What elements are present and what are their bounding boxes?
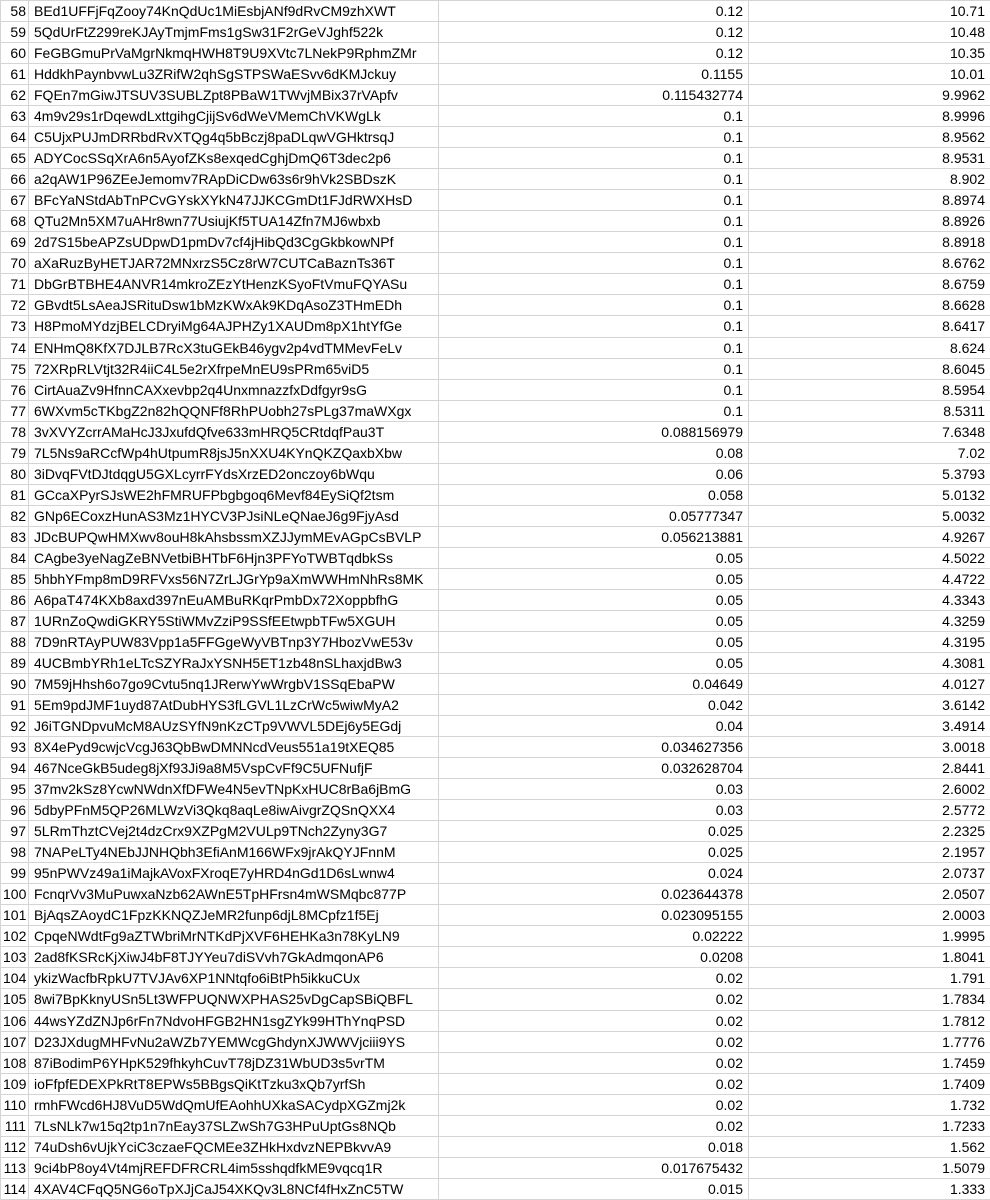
cell-id[interactable]: C5UjxPUJmDRRbdRvXTQg4q5bBczj8paDLqwVGHktrsqJ <box>29 127 439 148</box>
cell-id[interactable]: 8X4ePyd9cwjcVcgJ63QbBwDMNNcdVeus551a19tXEQ85 <box>29 737 439 758</box>
cell-score[interactable]: 7.02 <box>749 442 990 463</box>
cell-id[interactable]: 5dbyPFnM5QP26MLWzVi3Qkq8aqLe8iwAivgrZQSnQXX4 <box>29 800 439 821</box>
row-header[interactable]: 88 <box>1 631 29 652</box>
cell-id[interactable]: 6WXvm5cTKbgZ2n82hQQNFf8RhPUobh27sPLg37maWXgx <box>29 400 439 421</box>
table-row <box>1 379 990 400</box>
table-row <box>1 1010 990 1031</box>
table-row <box>1 716 990 737</box>
cell-value[interactable]: 0.1 <box>439 190 749 211</box>
cell-score[interactable]: 8.8918 <box>749 232 990 253</box>
cell-score[interactable]: 8.5311 <box>749 400 990 421</box>
cell-id[interactable]: 72XRpRLVtjt32R4iiC4L5e2rXfrpeMnEU9sPRm65viD5 <box>29 358 439 379</box>
table-row <box>1 85 990 106</box>
table-row <box>1 232 990 253</box>
cell-score[interactable]: 1.7409 <box>749 1073 990 1094</box>
cell-value[interactable]: 0.025 <box>439 821 749 842</box>
table-row <box>1 190 990 211</box>
table-row <box>1 316 990 337</box>
cell-id[interactable]: 44wsYZdZNJp6rFn7NdvoHFGB2HN1sgZYk99HThYnqPSD <box>29 1010 439 1031</box>
row-header[interactable]: 108 <box>1 1052 29 1073</box>
row-header[interactable]: 86 <box>1 589 29 610</box>
table-row <box>1 652 990 673</box>
table-row <box>1 842 990 863</box>
cell-score[interactable]: 2.8441 <box>749 758 990 779</box>
row-header[interactable]: 72 <box>1 295 29 316</box>
spreadsheet-body <box>1 1 990 1200</box>
table-row <box>1 421 990 442</box>
cell-score[interactable]: 8.9531 <box>749 148 990 169</box>
row-header[interactable]: 66 <box>1 169 29 190</box>
cell-score[interactable]: 8.9562 <box>749 127 990 148</box>
row-header[interactable]: 79 <box>1 442 29 463</box>
cell-value[interactable]: 0.05 <box>439 589 749 610</box>
cell-score[interactable]: 8.6045 <box>749 358 990 379</box>
cell-value[interactable]: 0.088156979 <box>439 421 749 442</box>
cell-score[interactable]: 3.4914 <box>749 716 990 737</box>
table-row <box>1 505 990 526</box>
row-header[interactable]: 109 <box>1 1073 29 1094</box>
table-row <box>1 779 990 800</box>
cell-value[interactable]: 0.05 <box>439 610 749 631</box>
cell-value[interactable]: 0.015 <box>439 1178 749 1199</box>
cell-value[interactable]: 0.1 <box>439 127 749 148</box>
cell-value[interactable]: 0.02 <box>439 1052 749 1073</box>
cell-id[interactable]: 2ad8fKSRcKjXiwJ4bF8TJYYeu7diSVvh7GkAdmqonAP6 <box>29 947 439 968</box>
cell-value[interactable]: 0.1 <box>439 106 749 127</box>
table-row <box>1 884 990 905</box>
cell-id[interactable]: 74uDsh6vUjkYciC3czaeFQCMEe3ZHkHxdvzNEPBkvvA9 <box>29 1136 439 1157</box>
cell-value[interactable]: 0.1 <box>439 211 749 232</box>
cell-score[interactable]: 4.9267 <box>749 526 990 547</box>
cell-score[interactable]: 7.6348 <box>749 421 990 442</box>
cell-value[interactable]: 0.017675432 <box>439 1157 749 1178</box>
row-header[interactable]: 94 <box>1 758 29 779</box>
cell-id[interactable]: HddkhPaynbvwLu3ZRifW2qhSgSTPSWaESvv6dKMJckuy <box>29 64 439 85</box>
cell-id[interactable]: 4m9v29s1rDqewdLxttgihgCjijSv6dWeVMemChVKWgLk <box>29 106 439 127</box>
cell-value[interactable]: 0.1 <box>439 337 749 358</box>
cell-id[interactable]: CAgbe3yeNagZeBNVetbiBHTbF6Hjn3PFYoTWBTqdbkSs <box>29 547 439 568</box>
table-row <box>1 589 990 610</box>
row-header[interactable]: 78 <box>1 421 29 442</box>
cell-id[interactable]: 5Em9pdJMF1uyd87AtDubHYS3fLGVL1LzCrWc5wiwMyA2 <box>29 695 439 716</box>
row-header[interactable]: 63 <box>1 106 29 127</box>
table-row <box>1 674 990 695</box>
cell-value[interactable]: 0.034627356 <box>439 737 749 758</box>
table-row <box>1 568 990 589</box>
cell-id[interactable]: 3iDvqFVtDJtdqgU5GXLcyrrFYdsXrzED2onczoy6bWqu <box>29 463 439 484</box>
cell-id[interactable]: 467NceGkB5udeg8jXf93Ji9a8M5VspCvFf9C5UFNufjF <box>29 758 439 779</box>
row-header[interactable]: 93 <box>1 737 29 758</box>
row-header[interactable]: 114 <box>1 1178 29 1199</box>
cell-score[interactable]: 3.6142 <box>749 695 990 716</box>
cell-score[interactable]: 1.7834 <box>749 989 990 1010</box>
cell-score[interactable]: 5.0032 <box>749 505 990 526</box>
cell-id[interactable]: 5QdUrFtZ299reKJAyTmjmFms1gSw31F2rGeVJghf522k <box>29 22 439 43</box>
cell-id[interactable]: ykizWacfbRpkU7TVJAv6XP1NNtqfo6iBtPh5ikkuCUx <box>29 968 439 989</box>
table-row <box>1 106 990 127</box>
cell-score[interactable]: 1.7776 <box>749 1031 990 1052</box>
cell-value[interactable]: 0.1 <box>439 253 749 274</box>
cell-score[interactable]: 8.6762 <box>749 253 990 274</box>
cell-value[interactable]: 0.12 <box>439 43 749 64</box>
cell-score[interactable]: 8.5954 <box>749 379 990 400</box>
cell-value[interactable]: 0.02 <box>439 989 749 1010</box>
cell-id[interactable]: ioFfpfEDEXPkRtT8EPWs5BBgsQiKtTzku3xQb7yrfSh <box>29 1073 439 1094</box>
cell-value[interactable]: 0.02 <box>439 1073 749 1094</box>
cell-score[interactable]: 9.9962 <box>749 85 990 106</box>
table-row <box>1 484 990 505</box>
cell-value[interactable]: 0.0208 <box>439 947 749 968</box>
cell-id[interactable]: 95nPWVz49a1iMajkAVoxFXroqE7yHRD4nGd1D6sLwnw4 <box>29 863 439 884</box>
row-header[interactable]: 92 <box>1 716 29 737</box>
cell-value[interactable]: 0.042 <box>439 695 749 716</box>
row-header[interactable]: 99 <box>1 863 29 884</box>
cell-score[interactable]: 1.7812 <box>749 1010 990 1031</box>
cell-value[interactable]: 0.05 <box>439 631 749 652</box>
cell-score[interactable]: 10.35 <box>749 43 990 64</box>
cell-id[interactable]: J6iTGNDpvuMcM8AUzSYfN9nKzCTp9VWVL5DEj6y5EGdj <box>29 716 439 737</box>
cell-value[interactable]: 0.12 <box>439 22 749 43</box>
cell-id[interactable]: FcnqrVv3MuPuwxaNzb62AWnE5TpHFrsn4mWSMqbc877P <box>29 884 439 905</box>
row-header[interactable]: 64 <box>1 127 29 148</box>
cell-value[interactable]: 0.1 <box>439 400 749 421</box>
cell-id[interactable]: 4UCBmbYRh1eLTcSZYRaJxYSNH5ET1zb48nSLhaxjdBw3 <box>29 652 439 673</box>
table-row <box>1 1073 990 1094</box>
cell-id[interactable]: QTu2Mn5XM7uAHr8wn77UsiujKf5TUA14Zfn7MJ6wbxb <box>29 211 439 232</box>
cell-score[interactable]: 8.6417 <box>749 316 990 337</box>
cell-value[interactable]: 0.02 <box>439 1010 749 1031</box>
row-header[interactable]: 82 <box>1 505 29 526</box>
row-header[interactable]: 70 <box>1 253 29 274</box>
row-header[interactable]: 91 <box>1 695 29 716</box>
table-row <box>1 905 990 926</box>
cell-value[interactable]: 0.018 <box>439 1136 749 1157</box>
table-row <box>1 22 990 43</box>
row-header[interactable]: 100 <box>1 884 29 905</box>
cell-score[interactable]: 10.01 <box>749 64 990 85</box>
cell-score[interactable]: 3.0018 <box>749 737 990 758</box>
table-row <box>1 148 990 169</box>
cell-score[interactable]: 4.3195 <box>749 631 990 652</box>
cell-id[interactable]: BFcYaNStdAbTnPCvGYskXYkN47JJKCGmDt1FJdRWXHsD <box>29 190 439 211</box>
table-row <box>1 1115 990 1136</box>
cell-id[interactable]: aXaRuzByHETJAR72MNxrzS5Cz8rW7CUTCaBaznTs36T <box>29 253 439 274</box>
cell-id[interactable]: 8wi7BpKknyUSn5Lt3WFPUQNWXPHAS25vDgCapSBiQBFL <box>29 989 439 1010</box>
cell-score[interactable]: 2.6002 <box>749 779 990 800</box>
table-row <box>1 1052 990 1073</box>
cell-value[interactable]: 0.1 <box>439 358 749 379</box>
cell-score[interactable]: 5.0132 <box>749 484 990 505</box>
cell-id[interactable]: ADYCocSSqXrA6n5AyofZKs8exqedCghjDmQ6T3dec2p6 <box>29 148 439 169</box>
cell-value[interactable]: 0.1 <box>439 148 749 169</box>
cell-score[interactable]: 2.1957 <box>749 842 990 863</box>
table-row <box>1 947 990 968</box>
cell-id[interactable]: D23JXdugMHFvNu2aWZb7YEMWcgGhdynXJWWVjciii9YS <box>29 1031 439 1052</box>
cell-id[interactable]: 9ci4bP8oy4Vt4mjREFDFRCRL4im5sshqdfkME9vqcq1R <box>29 1157 439 1178</box>
table-row <box>1 1031 990 1052</box>
row-header[interactable]: 111 <box>1 1115 29 1136</box>
cell-value[interactable]: 0.05 <box>439 568 749 589</box>
row-header[interactable]: 106 <box>1 1010 29 1031</box>
cell-value[interactable]: 0.04 <box>439 716 749 737</box>
cell-value[interactable]: 0.1 <box>439 232 749 253</box>
cell-id[interactable]: a2qAW1P96ZEeJemomv7RApDiCDw63s6r9hVk2SBDszK <box>29 169 439 190</box>
cell-score[interactable]: 1.791 <box>749 968 990 989</box>
cell-id[interactable]: 7D9nRTAyPUW83Vpp1a5FFGgeWyVBTnp3Y7HbozVwE53v <box>29 631 439 652</box>
cell-score[interactable]: 1.333 <box>749 1178 990 1199</box>
row-header[interactable]: 113 <box>1 1157 29 1178</box>
table-row <box>1 1 990 22</box>
cell-id[interactable]: rmhFWcd6HJ8VuD5WdQmUfEAohhUXkaSACydpXGZmj2k <box>29 1094 439 1115</box>
cell-id[interactable]: GNp6ECoxzHunAS3Mz1HYCV3PJsiNLeQNaeJ6g9FjyAsd <box>29 505 439 526</box>
row-header[interactable]: 65 <box>1 148 29 169</box>
table-row <box>1 43 990 64</box>
row-header[interactable]: 73 <box>1 316 29 337</box>
cell-id[interactable]: GCcaXPyrSJsWE2hFMRUFPbgbgoq6Mevf84EySiQf2tsm <box>29 484 439 505</box>
row-header[interactable]: 85 <box>1 568 29 589</box>
cell-score[interactable]: 1.7459 <box>749 1052 990 1073</box>
table-row <box>1 400 990 421</box>
row-header[interactable]: 110 <box>1 1094 29 1115</box>
table-row <box>1 737 990 758</box>
cell-id[interactable]: 5LRmThztCVej2t4dzCrx9XZPgM2VULp9TNch2Zyny3G7 <box>29 821 439 842</box>
table-row <box>1 547 990 568</box>
row-header[interactable]: 74 <box>1 337 29 358</box>
row-header[interactable]: 68 <box>1 211 29 232</box>
cell-score[interactable]: 8.6759 <box>749 274 990 295</box>
row-header[interactable]: 98 <box>1 842 29 863</box>
cell-id[interactable]: FQEn7mGiwJTSUV3SUBLZpt8PBaW1TWvjMBix37rVApfv <box>29 85 439 106</box>
row-header[interactable]: 83 <box>1 526 29 547</box>
cell-score[interactable]: 1.5079 <box>749 1157 990 1178</box>
cell-value[interactable]: 0.05 <box>439 547 749 568</box>
row-header[interactable]: 95 <box>1 779 29 800</box>
cell-id[interactable]: A6paT474KXb8axd397nEuAMBuRKqrPmbDx72XoppbfhG <box>29 589 439 610</box>
table-row <box>1 295 990 316</box>
table-row <box>1 337 990 358</box>
cell-value[interactable]: 0.02 <box>439 1115 749 1136</box>
cell-id[interactable]: 87iBodimP6YHpK529fhkyhCuvT78jDZ31WbUD3s5vrTM <box>29 1052 439 1073</box>
cell-id[interactable]: JDcBUPQwHMXwv8ouH8kAhsbssmXZJJymMEvAGpCsBVLP <box>29 526 439 547</box>
cell-id[interactable]: FeGBGmuPrVaMgrNkmqHWH8T9U9XVtc7LNekP9RphmZMr <box>29 43 439 64</box>
table-row <box>1 64 990 85</box>
cell-score[interactable]: 1.732 <box>749 1094 990 1115</box>
cell-id[interactable]: 3vXVYZcrrAMaHcJ3JxufdQfve633mHRQ5CRtdqfPau3T <box>29 421 439 442</box>
cell-score[interactable]: 4.3081 <box>749 652 990 673</box>
row-header[interactable]: 90 <box>1 674 29 695</box>
cell-id[interactable]: 1URnZoQwdiGKRY5StiWMvZziP9SSfEEtwpbTFw5XGUH <box>29 610 439 631</box>
table-row <box>1 758 990 779</box>
cell-score[interactable]: 8.9996 <box>749 106 990 127</box>
cell-id[interactable]: 7L5Ns9aRCcfWp4hUtpumR8jsJ5nXXU4KYnQKZQaxbXbw <box>29 442 439 463</box>
cell-score[interactable]: 10.71 <box>749 1 990 22</box>
table-row <box>1 1157 990 1178</box>
cell-score[interactable]: 2.0003 <box>749 905 990 926</box>
row-header[interactable]: 81 <box>1 484 29 505</box>
cell-value[interactable]: 0.1 <box>439 274 749 295</box>
cell-value[interactable]: 0.1 <box>439 295 749 316</box>
row-header[interactable]: 97 <box>1 821 29 842</box>
cell-value[interactable]: 0.03 <box>439 800 749 821</box>
table-row <box>1 274 990 295</box>
cell-value[interactable]: 0.1 <box>439 379 749 400</box>
table-row <box>1 1178 990 1199</box>
cell-id[interactable]: CpqeNWdtFg9aZTWbriMrNTKdPjXVF6HEHKa3n78KyLN9 <box>29 926 439 947</box>
row-header[interactable]: 61 <box>1 64 29 85</box>
cell-score[interactable]: 4.4722 <box>749 568 990 589</box>
row-header[interactable]: 69 <box>1 232 29 253</box>
cell-value[interactable]: 0.032628704 <box>439 758 749 779</box>
table-row <box>1 989 990 1010</box>
cell-score[interactable]: 10.48 <box>749 22 990 43</box>
cell-value[interactable]: 0.03 <box>439 779 749 800</box>
cell-value[interactable]: 0.056213881 <box>439 526 749 547</box>
cell-value[interactable]: 0.058 <box>439 484 749 505</box>
cell-score[interactable]: 5.3793 <box>749 463 990 484</box>
cell-score[interactable]: 2.0507 <box>749 884 990 905</box>
row-header[interactable]: 112 <box>1 1136 29 1157</box>
cell-id[interactable]: 7NAPeLTy4NEbJJNHQbh3EfiAnM166WFx9jrAkQYJFnnM <box>29 842 439 863</box>
row-header[interactable]: 58 <box>1 1 29 22</box>
cell-value[interactable]: 0.02 <box>439 1094 749 1115</box>
cell-score[interactable]: 2.0737 <box>749 863 990 884</box>
cell-score[interactable]: 4.0127 <box>749 674 990 695</box>
row-header[interactable]: 105 <box>1 989 29 1010</box>
cell-value[interactable]: 0.08 <box>439 442 749 463</box>
table-row <box>1 695 990 716</box>
cell-value[interactable]: 0.024 <box>439 863 749 884</box>
cell-id[interactable]: CirtAuaZv9HfnnCAXxevbp2q4UnxmnazzfxDdfgyr9sG <box>29 379 439 400</box>
row-header[interactable]: 59 <box>1 22 29 43</box>
table-row <box>1 1094 990 1115</box>
cell-id[interactable]: BjAqsZAoydC1FpzKKNQZJeMR2funp6djL8MCpfz1f5Ej <box>29 905 439 926</box>
cell-score[interactable]: 4.3259 <box>749 610 990 631</box>
row-header[interactable]: 80 <box>1 463 29 484</box>
cell-score[interactable]: 8.902 <box>749 169 990 190</box>
cell-value[interactable]: 0.023644378 <box>439 884 749 905</box>
row-header[interactable]: 101 <box>1 905 29 926</box>
cell-id[interactable]: 37mv2kSz8YcwNWdnXfDFWe4N5evTNpKxHUC8rBa6jBmG <box>29 779 439 800</box>
cell-id[interactable]: GBvdt5LsAeaJSRituDsw1bMzKWxAk9KDqAsoZ3THmEDh <box>29 295 439 316</box>
cell-value[interactable]: 0.115432774 <box>439 85 749 106</box>
cell-score[interactable]: 1.8041 <box>749 947 990 968</box>
cell-score[interactable]: 8.6628 <box>749 295 990 316</box>
table-row <box>1 631 990 652</box>
cell-id[interactable]: 7M59jHhsh6o7go9Cvtu5nq1JRerwYwWrgbV1SSqEbaPW <box>29 674 439 695</box>
cell-id[interactable]: ENHmQ8KfX7DJLB7RcX3tuGEkB46ygv2p4vdTMMevFeLv <box>29 337 439 358</box>
table-row <box>1 1136 990 1157</box>
row-header[interactable]: 71 <box>1 274 29 295</box>
cell-value[interactable]: 0.025 <box>439 842 749 863</box>
row-header[interactable]: 77 <box>1 400 29 421</box>
cell-id[interactable]: 2d7S15beAPZsUDpwD1pmDv7cf4jHibQd3CgGkbkowNPf <box>29 232 439 253</box>
table-row <box>1 800 990 821</box>
table-row <box>1 463 990 484</box>
row-header[interactable]: 60 <box>1 43 29 64</box>
table-row <box>1 821 990 842</box>
cell-score[interactable]: 8.624 <box>749 337 990 358</box>
cell-score[interactable]: 8.8926 <box>749 211 990 232</box>
cell-value[interactable]: 0.04649 <box>439 674 749 695</box>
cell-value[interactable]: 0.05 <box>439 652 749 673</box>
row-header[interactable]: 87 <box>1 610 29 631</box>
cell-id[interactable]: H8PmoMYdzjBELCDryiMg64AJPHZy1XAUDm8pX1htYfGe <box>29 316 439 337</box>
table-row <box>1 968 990 989</box>
row-header[interactable]: 89 <box>1 652 29 673</box>
cell-score[interactable]: 4.5022 <box>749 547 990 568</box>
cell-score[interactable]: 1.562 <box>749 1136 990 1157</box>
cell-value[interactable]: 0.1 <box>439 169 749 190</box>
table-row <box>1 442 990 463</box>
cell-value[interactable]: 0.05777347 <box>439 505 749 526</box>
cell-score[interactable]: 2.2325 <box>749 821 990 842</box>
cell-id[interactable]: 7LsNLk7w15q2tp1n7nEay37SLZwSh7G3HPuUptGs8NQb <box>29 1115 439 1136</box>
row-header[interactable]: 76 <box>1 379 29 400</box>
row-header[interactable]: 62 <box>1 85 29 106</box>
row-header[interactable]: 102 <box>1 926 29 947</box>
cell-score[interactable]: 8.8974 <box>749 190 990 211</box>
row-header[interactable]: 84 <box>1 547 29 568</box>
cell-value[interactable]: 0.1 <box>439 316 749 337</box>
row-header[interactable]: 96 <box>1 800 29 821</box>
table-row <box>1 610 990 631</box>
cell-value[interactable]: 0.023095155 <box>439 905 749 926</box>
row-header[interactable]: 107 <box>1 1031 29 1052</box>
cell-value[interactable]: 0.02222 <box>439 926 749 947</box>
cell-score[interactable]: 4.3343 <box>749 589 990 610</box>
cell-id[interactable]: 4XAV4CFqQ5NG6oTpXJjCaJ54XKQv3L8NCf4fHxZnC5TW <box>29 1178 439 1199</box>
table-row <box>1 253 990 274</box>
row-header[interactable]: 103 <box>1 947 29 968</box>
cell-score[interactable]: 2.5772 <box>749 800 990 821</box>
cell-value[interactable]: 0.12 <box>439 1 749 22</box>
table-row <box>1 169 990 190</box>
cell-value[interactable]: 0.06 <box>439 463 749 484</box>
cell-id[interactable]: 5hbhYFmp8mD9RFVxs56N7ZrLJGrYp9aXmWWHmNhRs8MK <box>29 568 439 589</box>
row-header[interactable]: 104 <box>1 968 29 989</box>
cell-id[interactable]: BEd1UFFjFqZooy74KnQdUc1MiEsbjANf9dRvCM9zhXWT <box>29 1 439 22</box>
table-row <box>1 127 990 148</box>
cell-value[interactable]: 0.1155 <box>439 64 749 85</box>
table-row <box>1 526 990 547</box>
table-row <box>1 863 990 884</box>
cell-id[interactable]: DbGrBTBHE4ANVR14mkroZEzYtHenzKSyoFtVmuFQYASu <box>29 274 439 295</box>
cell-value[interactable]: 0.02 <box>439 968 749 989</box>
table-row <box>1 926 990 947</box>
cell-score[interactable]: 1.7233 <box>749 1115 990 1136</box>
table-row <box>1 211 990 232</box>
table-row <box>1 358 990 379</box>
row-header[interactable]: 75 <box>1 358 29 379</box>
cell-value[interactable]: 0.02 <box>439 1031 749 1052</box>
row-header[interactable]: 67 <box>1 190 29 211</box>
cell-score[interactable]: 1.9995 <box>749 926 990 947</box>
